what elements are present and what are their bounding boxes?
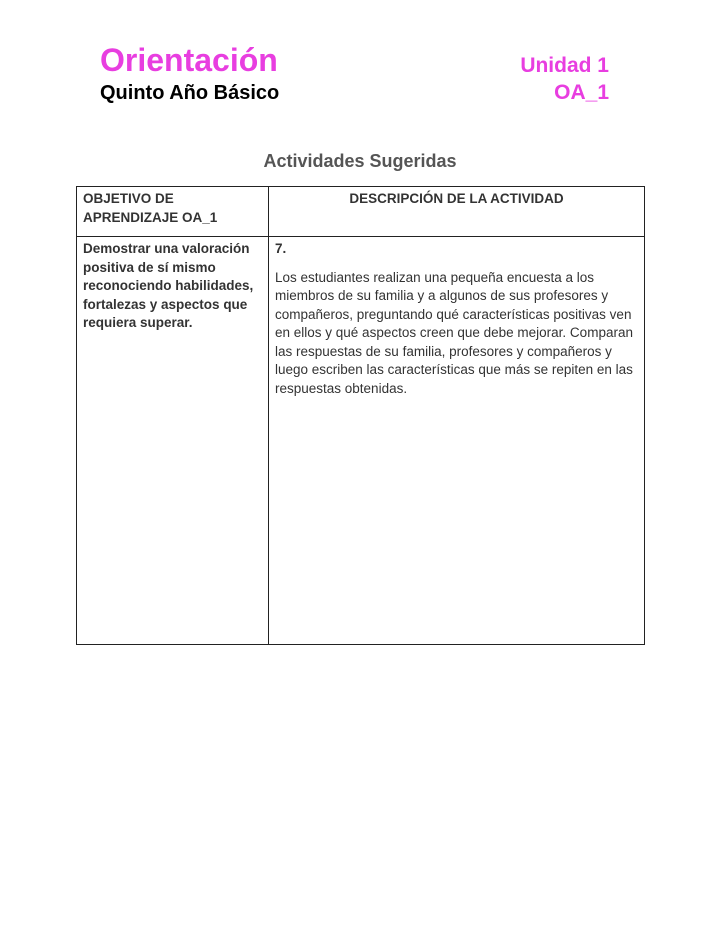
activity-text: Los estudiantes realizan una pequeña encuesta a los miembros de su familia y a algunos de sus profesores y compañeros, preguntando qué características positivas ven en ellos y qué aspectos creen que debe mejorar. Comparan las respuestas de su familia, profesores y compañeros y luego escriben las características que más se repiten en las respuestas obtenidas.	[275, 269, 633, 396]
table-row	[77, 237, 645, 645]
unit-label: Unidad 1	[520, 54, 609, 77]
description-column-header: DESCRIPCIÓN DE LA ACTIVIDAD	[269, 187, 645, 237]
objective-cell: Demostrar una valoración positiva de sí mismo reconociendo habilidades, fortalezas y aspectos que requiera superar.	[77, 237, 269, 645]
grade-level: Quinto Año Básico	[100, 82, 280, 104]
table-header-row	[77, 187, 645, 237]
objective-column-header: OBJETIVO DE APRENDIZAJE OA_1	[77, 187, 269, 237]
oa-label: OA_1	[554, 81, 609, 104]
section-title: Actividades Sugeridas	[263, 151, 457, 171]
subject-title: Orientación	[100, 42, 278, 78]
activities-table	[76, 186, 645, 645]
description-cell	[269, 237, 645, 645]
activity-number: 7.	[275, 241, 287, 256]
